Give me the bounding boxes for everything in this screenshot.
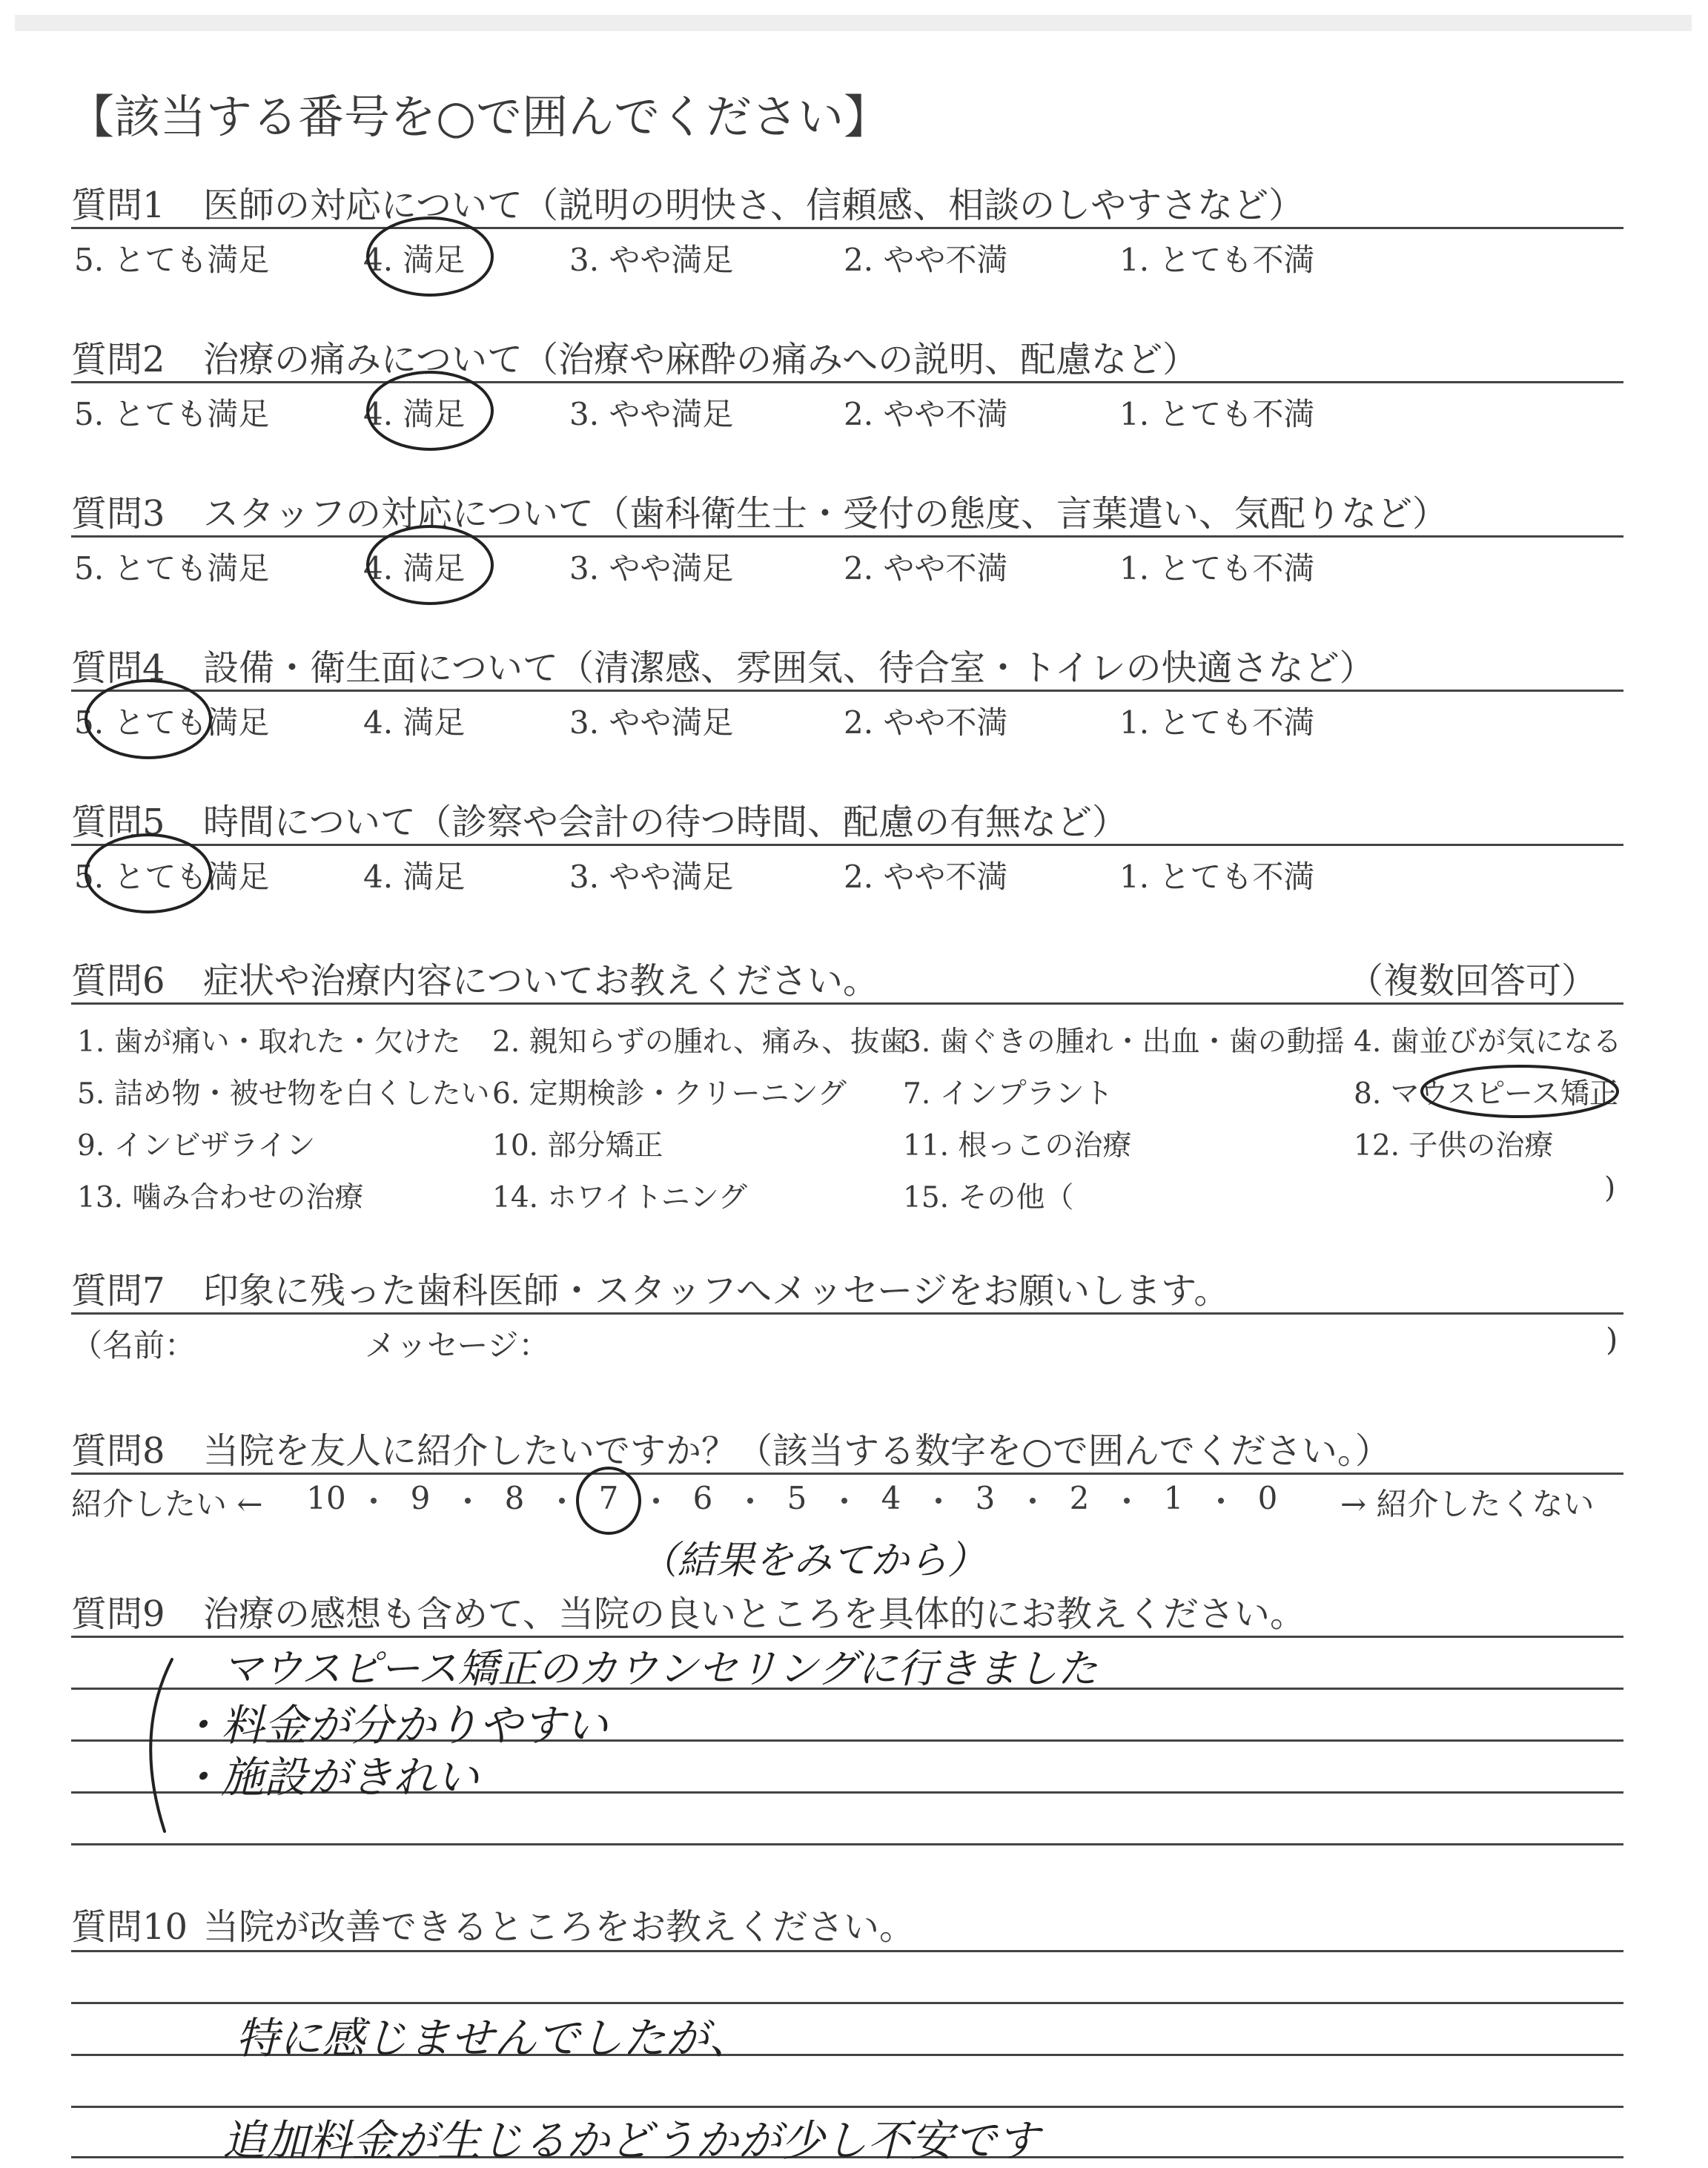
q9-handwritten-line-1: マウスピース矯正のカウンセリングに行きました: [222, 1645, 1098, 1692]
q6-option-7: 7. インプラント: [903, 1077, 1113, 1111]
q8-scale-5: 5: [787, 1480, 807, 1516]
q5-label: 質問5: [71, 802, 165, 843]
q2-option-4: 4. 満足: [363, 396, 466, 432]
q8-scale-1: 1: [1163, 1480, 1184, 1516]
q3-option-3: 3. やや満足: [569, 550, 734, 586]
q8-scale-4: 4: [881, 1480, 901, 1516]
q6-option-15: 15. その他（: [903, 1181, 1074, 1214]
q1-option-5: 5. とても満足: [74, 242, 270, 278]
q8-scale-7: 7: [598, 1480, 619, 1516]
q2-text: 治療の痛みについて（治療や麻酔の痛みへの説明、配慮など）: [203, 339, 1199, 380]
q6-option-14: 14. ホワイトニング: [492, 1181, 747, 1214]
q5-selected-circle: [86, 835, 211, 912]
q3-option-2: 2. やや不満: [844, 550, 1008, 586]
page-heading: 【該当する番号を○で囲んでください】: [68, 90, 890, 144]
q6-option-6: 6. 定期検診・クリーニング: [492, 1077, 847, 1111]
q9-handwritten-line-3: ・施設がきれい: [178, 1752, 480, 1802]
q7-label: 質問7: [71, 1270, 165, 1312]
q5-text: 時間について（診察や会計の待つ時間、配慮の有無など）: [203, 802, 1128, 843]
q7-close-paren: ): [1606, 1321, 1618, 1358]
q4-option-4: 4. 満足: [363, 704, 466, 741]
q8-handwritten-note: （結果をみてから）: [639, 1539, 987, 1583]
q2-option-3: 3. やや満足: [569, 396, 734, 432]
q4-option-1: 1. とても不満: [1119, 704, 1315, 741]
q8-scale-3: 3: [975, 1480, 996, 1516]
q1-selected-circle: [368, 218, 492, 295]
q9-text: 治療の感想も含めて、当院の良いところを具体的にお教えください。: [203, 1593, 1306, 1635]
q6-note: （複数回答可）: [1348, 960, 1598, 1002]
q6-option-13: 13. 噛み合わせの治療: [77, 1181, 364, 1214]
q6-option-11: 11. 根っこの治療: [903, 1129, 1132, 1163]
q6-option-10: 10. 部分矯正: [492, 1129, 663, 1163]
q8-scale-10: 10: [306, 1480, 346, 1516]
q8-selected-circle: [577, 1468, 640, 1533]
q3-option-1: 1. とても不満: [1119, 550, 1315, 586]
q2-option-5: 5. とても満足: [74, 396, 270, 432]
q2-option-1: 1. とても不満: [1119, 396, 1315, 432]
q1-text: 医師の対応について（説明の明快さ、信頼感、相談のしやすさなど）: [203, 185, 1305, 226]
q6-text: 症状や治療内容についてお教えください。: [203, 960, 879, 1002]
q10-handwritten-line-2: 追加料金が生じるかどうかが少し不安です: [222, 2115, 1040, 2166]
q9-handwritten-line-2: ・料金が分かりやすい: [178, 1700, 609, 1751]
q5-option-2: 2. やや不満: [844, 859, 1008, 895]
q1-option-3: 3. やや満足: [569, 242, 734, 278]
q6-option-9: 9. インビザライン: [77, 1129, 316, 1163]
q3-text: スタッフの対応について（歯科衛生士・受付の態度、言葉遣い、気配りなど）: [203, 493, 1449, 535]
q1-option-2: 2. やや不満: [844, 242, 1008, 278]
q6-option-8: 8. マウスピース矯正: [1354, 1077, 1618, 1111]
q7-text: 印象に残った歯科医師・スタッフへメッセージをお願いします。: [203, 1270, 1230, 1312]
q3-selected-circle: [368, 526, 492, 604]
q10-label: 質問10: [71, 1906, 188, 1948]
q8-left-label: 紹介したい ←: [71, 1486, 263, 1522]
q8-scale-0: 0: [1257, 1480, 1278, 1516]
q1-option-4: 4. 満足: [363, 242, 466, 278]
q2-selected-circle: [368, 372, 492, 449]
q6-option-4: 4. 歯並びが気になる: [1354, 1025, 1622, 1059]
q10-text: 当院が改善できるところをお教えください。: [203, 1906, 916, 1948]
q8-scale-8: 8: [504, 1480, 525, 1516]
q4-label: 質問4: [71, 647, 165, 689]
q4-option-5: 5. とても満足: [74, 704, 270, 741]
q3-option-5: 5. とても満足: [74, 550, 270, 586]
q2-label: 質問2: [71, 339, 165, 380]
q8-right-label: → 紹介したくない: [1340, 1486, 1595, 1522]
q4-option-3: 3. やや満足: [569, 704, 734, 741]
q1-label: 質問1: [71, 185, 165, 226]
q6-option-1: 1. 歯が痛い・取れた・欠けた: [77, 1025, 461, 1059]
q8-label: 質問8: [71, 1430, 165, 1472]
q5-option-3: 3. やや満足: [569, 859, 734, 895]
q5-option-5: 5. とても満足: [74, 859, 270, 895]
q8-scale-9: 9: [410, 1480, 431, 1516]
q3-option-4: 4. 満足: [363, 550, 466, 586]
q6-other-close-paren: ): [1604, 1171, 1616, 1205]
q7-message-label: メッセージ：: [365, 1327, 550, 1364]
q9-label: 質問9: [71, 1593, 165, 1635]
q8-text: 当院を友人に紹介したいですか？（該当する数字を○で囲んでください。）: [203, 1430, 1391, 1472]
q6-option-8-circle: [1422, 1066, 1618, 1117]
q4-selected-circle: [86, 681, 211, 758]
q7-name-label: （名前：: [71, 1327, 196, 1364]
q4-text: 設備・衛生面について（清潔感、雰囲気、待合室・トイレの快適さなど）: [203, 647, 1375, 689]
q6-label: 質問6: [71, 960, 165, 1002]
q9-bracket-mark: [150, 1659, 172, 1831]
q6-option-12: 12. 子供の治療: [1354, 1129, 1554, 1163]
q4-option-2: 2. やや不満: [844, 704, 1008, 741]
q8-scale-6: 6: [692, 1480, 713, 1516]
q6-option-5: 5. 詰め物・被せ物を白くしたい: [77, 1077, 490, 1111]
q1-option-1: 1. とても不満: [1119, 242, 1315, 278]
q2-option-2: 2. やや不満: [844, 396, 1008, 432]
q5-option-4: 4. 満足: [363, 859, 466, 895]
q5-option-1: 1. とても不満: [1119, 859, 1315, 895]
rating-circles: [86, 218, 492, 912]
q6-option-3: 3. 歯ぐきの腫れ・出血・歯の動揺: [903, 1025, 1345, 1059]
q6-option-2: 2. 親知らずの腫れ、痛み、抜歯: [492, 1025, 909, 1059]
q10-handwritten-line-1: 特に感じませんでしたが、: [236, 2013, 752, 2063]
q8-scale-2: 2: [1069, 1480, 1090, 1516]
q3-label: 質問3: [71, 493, 165, 535]
